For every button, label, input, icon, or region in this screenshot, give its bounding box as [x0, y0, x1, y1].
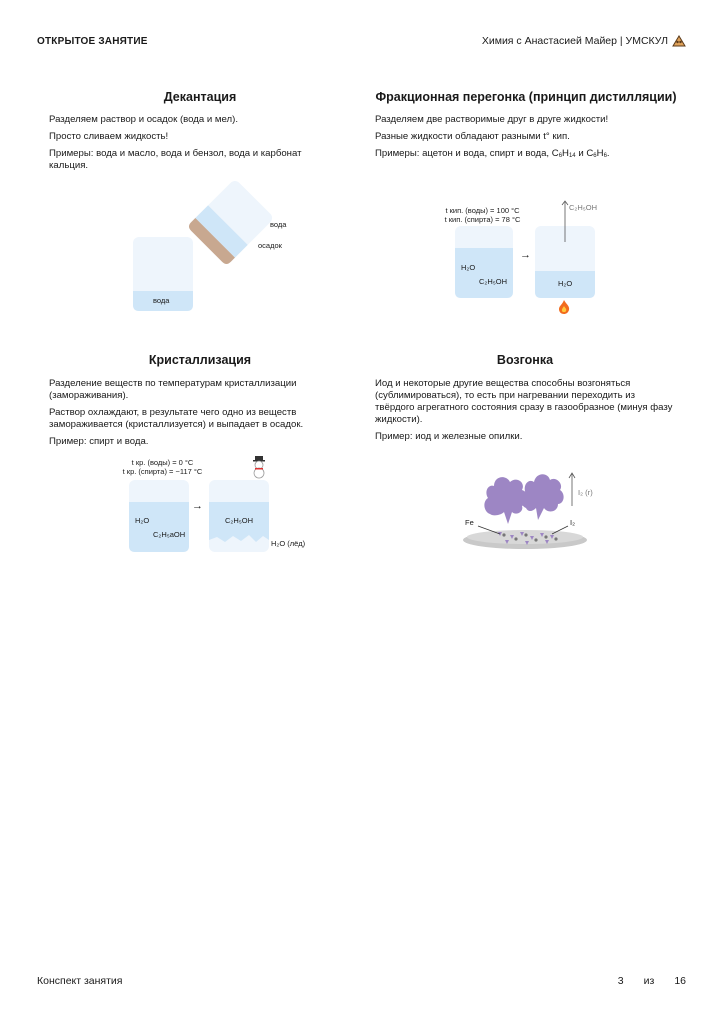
crystallization-line-3: Пример: спирт и вода.: [49, 436, 149, 447]
sublimation-title: Возгонка: [496, 353, 554, 367]
crystallization-ice-label: H₂O (лёд): [271, 539, 306, 548]
sublimation-fe-label: Fe: [465, 518, 474, 527]
distillation-line-1: Разделяем две растворимые друг в друге жидкости!: [375, 114, 609, 125]
crystallization-note-1: t кр. (воды) = 0 °C: [131, 458, 194, 467]
decantation-text: [49, 114, 329, 177]
distillation-text: [375, 114, 685, 167]
crystallization-right-alcohol: C₂H₅OH: [225, 516, 254, 525]
distillation-line-2: Разные жидкости обладают разными t° кип.: [375, 131, 570, 142]
distillation-right-h2o: H₂O: [558, 279, 573, 288]
distillation-vapor-label: C₂H₅OH: [569, 203, 598, 212]
header-author: [482, 35, 686, 47]
header-title: ОТКРЫТОЕ ЗАНЯТИЕ: [37, 36, 148, 47]
iodine-vapor-cloud-right: [522, 474, 564, 520]
distillation-arrow: →: [520, 249, 531, 261]
distillation-left-h2o: H₂O: [461, 263, 476, 272]
distillation-note: [425, 206, 540, 224]
footer-title: Конспект занятия: [37, 975, 123, 987]
crystallization-left-h2o: H₂O: [135, 516, 150, 525]
crystallization-left-alcohol: C₂H₅аOH: [153, 530, 186, 539]
crystallization-text: [49, 378, 339, 453]
distillation-left-beaker: [455, 226, 513, 298]
decantation-water-label: вода: [270, 220, 287, 229]
distillation-note-1: t кип. (воды) = 100 °C: [445, 206, 520, 215]
sublimation-i2-label: I₂: [570, 518, 575, 527]
crystallization-note: [105, 458, 220, 476]
decantation-sediment-label: осадок: [258, 241, 282, 250]
decantation-beaker-label: вода: [153, 296, 170, 305]
distillation-title: Фракционная перегонка (принцип дистилляции): [375, 90, 677, 104]
decantation-title: Декантация: [163, 90, 237, 104]
page-total: 16: [674, 975, 686, 987]
owl-icon: [672, 35, 686, 47]
page-counter: [618, 975, 686, 987]
distillation-left-alcohol: C₂H₅OH: [479, 277, 508, 286]
snowman-icon: [251, 456, 267, 478]
page-number: 3: [617, 975, 624, 987]
distillation-vapor-arrow: [561, 200, 569, 244]
decantation-line-2: Просто сливаем жидкость!: [49, 131, 169, 142]
crystallization-line-2: Раствор охлаждают, в результате чего одно из веществ замораживается (кристаллизуется) и выпадает в осадок.: [49, 407, 304, 430]
crystallization-arrow: →: [192, 500, 203, 512]
crystallization-title: Кристаллизация: [148, 353, 252, 367]
sublimation-line-1: Иод и некоторые другие вещества способны возгоняться (сублимироваться), то есть при нагревании переходить из твёрдого агрегатного состояния сразу в газообразное (минуя фазу жидкости).: [375, 378, 673, 425]
sublimation-text: [375, 378, 675, 448]
page-of: из: [643, 975, 655, 987]
fire-icon: [558, 300, 570, 314]
sublimation-line-2: Пример: иод и железные опилки.: [375, 431, 523, 442]
decantation-line-3: Примеры: вода и масло, вода и бензол, вода и карбонат кальция.: [49, 148, 302, 171]
crystallization-line-1: Разделение веществ по температурам кристаллизации (замораживания).: [49, 378, 297, 401]
decantation-line-1: Разделяем раствор и осадок (вода и мел).: [49, 114, 238, 125]
iodine-vapor-cloud-left: [484, 477, 527, 524]
distillation-line-3: Примеры: ацетон и вода, спирт и вода, $C_6H_{14}$ и $C_6H_6$.: [375, 148, 610, 159]
sublimation-vapor-label: I₂ (г): [578, 488, 593, 497]
distillation-note-2: t кип. (спирта) = 78 °C: [444, 215, 521, 224]
sublimation-diagram: [460, 462, 595, 557]
header-author-text: Химия с Анастасией Майер | УМСКУЛ: [481, 35, 668, 47]
crystallization-note-2: t кр. (спирта) = −117 °C: [122, 467, 203, 476]
